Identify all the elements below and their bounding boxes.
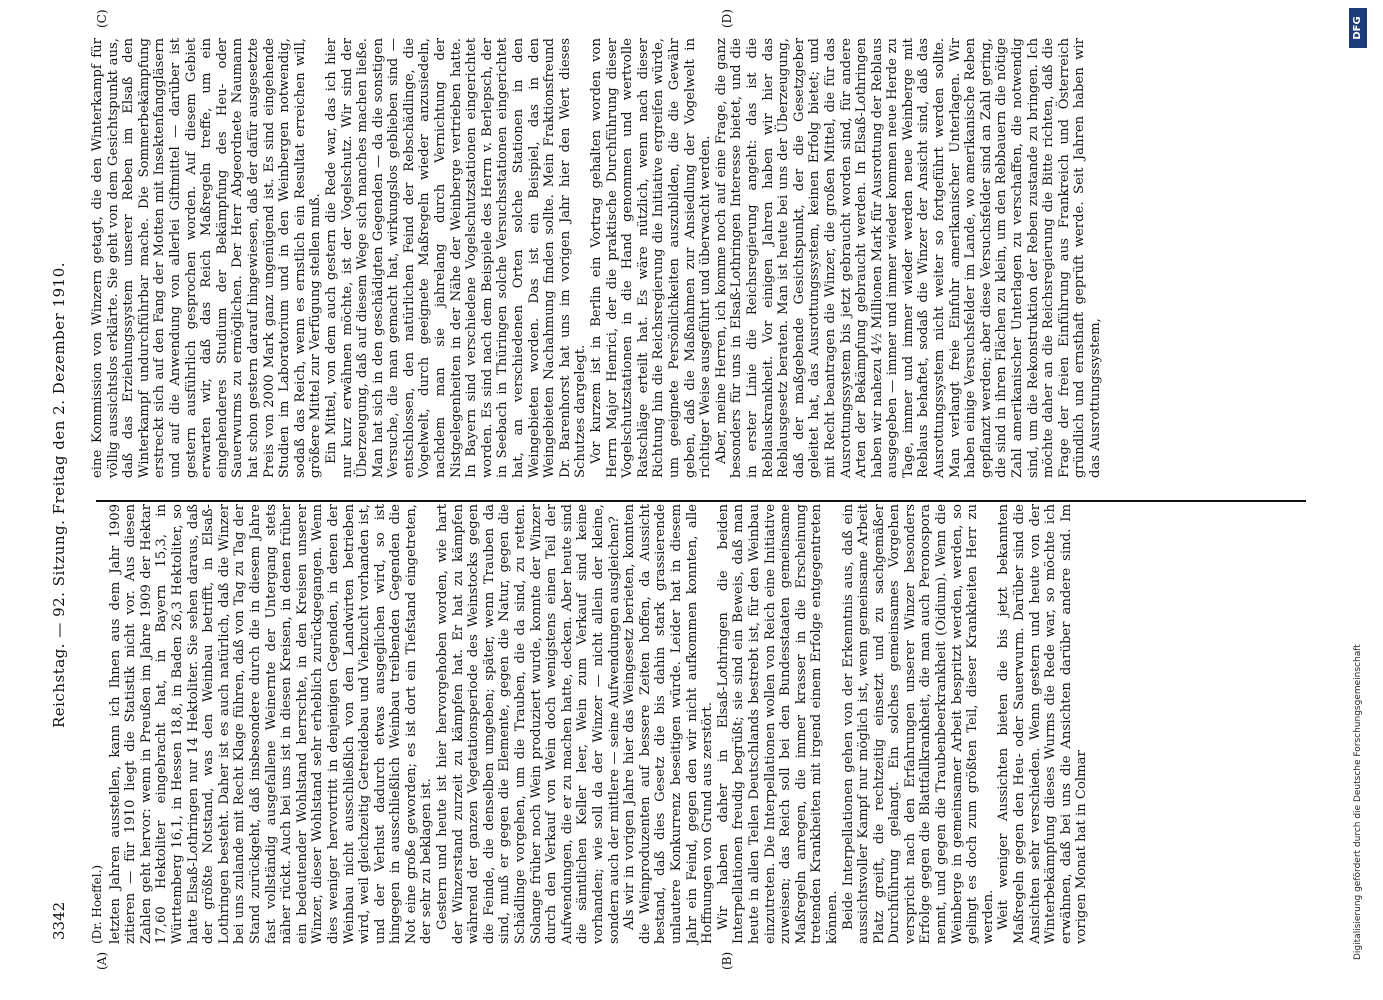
funding-credit: Digitalisierung gefördert durch die Deutsche Forschungsgemeinschaft: [1353, 644, 1363, 960]
paragraph: Weit weniger Aussichten bieten die bis jetzt bekannten Maßregeln gegen den Heu- oder Sauerwurm. Darüber sind die Ansichten sehr verschieden. Wenn gestern und heute von der Winterbekämpfung dieses Wurms die Rede war, so möchte ich erwähnen, daß bei uns die Ansichten darüber andere sind. Im vorigen Monat hat in Colmar: [996, 504, 1090, 944]
left-column: [90, 504, 1090, 944]
running-title: Reichstag. — 92. Sitzung. Freitag den 2. Dezember 1910.: [50, 261, 68, 729]
paragraph: Als wir in vorigen Jahre hier das Weingesetz berieten, konnten die Weinproduzenten auf bessere Zeiten hoffen, da Aussicht bestand, daß dies Gesetz die bis dahin stark grassierende unlautere Konkurrenz beseitigen würde. Leider hat in diesem Jahr ein Feind, gegen den wir nicht aufkommen konnten, alle Hoffnungen von Grund aus zerstört.: [622, 504, 716, 944]
paragraph: Wir haben daher in Elsaß-Lothringen die beiden Interpellationen freudig begrüßt; sie sind ein Beweis, daß man heute in allen Teilen Deutschlands bestrebt ist, für den Weinbau einzutreten. Die Interpellationen wollen von Reich eine Initiative zuweisen; das Reich soll bei den Bundesstaaten gemeinsame Maßregeln anregen, die immer krasser in die Erscheinung tretenden Krankheiten mit irgend einem Erfolge entgegentreten können.: [715, 504, 840, 944]
column-divider: [96, 500, 1306, 502]
page-header: [48, 30, 74, 960]
margin-marker-b: (B): [720, 951, 734, 970]
paragraph: letzten Jahren ausstellen, kann ich Ihnen aus dem Jahr 1909 zitieren — für 1910 liegt die Statistik nicht vor. Aus diesen Zahlen geht hervor: wenn in Preußen im Jahre 1909 der Hektar 17,60 Hektoliter eingebracht hat, in Bayern 15,3, in Württemberg 16,1, in Hessen 18,8, in Baden 26,3 Hektoliter, so hatte Elsaß-Lothringen nur 14 Hektoliter. Sie sehen daraus, daß der größte Notstand, was den Weinbau betrifft, in Elsaß-Lothringen besteht. Daher ist es auch natürlich, daß die Winzer bei uns zulande mit Recht Klage führen, daß von Tag zu Tag der Stand zurückgeht, daß insbesondere durch die in diesem Jahre fast vollständig ausgefallene Weinernte der Untergang stets näher rückt. Auch bei uns ist in diesen Kreisen, in denen früher ein bedeutender Wohlstand herrschte, in den Kreisen unserer Winzer, dieser Wohlstand sehr erheblich zurückgegangen. Wenn dies weniger hervortritt in denjenigen Gegenden, in denen der Weinbau nicht ausschließlich von den Landwirten betrieben wird, weil gleichzeitig Getreidebau und Viehzucht vorhanden ist, und der Verlust dadurch etwas ausgeglichen wird, so ist hingegen in ausschließlich Weinbau treibenden Gegenden die Not eine große geworden; es ist dort ein Tiefstand eingetreten, der sehr zu beklagen ist.: [107, 504, 435, 944]
dfg-logo: DFG: [1349, 8, 1367, 48]
page-number: 3342: [50, 901, 68, 940]
digitization-sidebar: [1345, 0, 1375, 1000]
paragraph: Beide Interpellationen gehen von der Erkenntnis aus, daß ein aussichtsvoller Kampf nur möglich ist, wenn gemeinsame Arbeit Platz greift, die rechtzeitig einsetzt und zu sachgemäßer Durchführung gelangt. Ein solches gemeinsames Vorgehen verspricht nach den Erfahrungen unserer Winzer besonders Erfolge gegen die Blattfallkrankheit, die man auch Peronospora nennt, und gegen die Traubenbeerkrankheit (Oidium). Wenn die Weinberge in gemeinsamer Arbeit bespritzt werden, werden, so gelingt es doch zum größten Teil, dieser Krankheiten Herr zu werden.: [840, 504, 996, 944]
margin-marker-a: (A): [95, 951, 109, 970]
right-column: [90, 38, 1104, 478]
margin-marker-d: (D): [720, 9, 734, 28]
paragraph: Gestern und heute ist hier hervorgehoben worden, wie hart der Winzerstand zurzeit zu kämpfen hat. Er hat zu kämpfen während der ganzen Vegetationsperiode des Weinstocks gegen die Feinde, die denselben umgeben; später, wenn Trauben da sind, muß er gegen die Elemente, gegen die Natur, gegen die Schädlinge vorgehen, um die Trauben, die da sind, zu retten. Solange früher noch Wein produziert wurde, konnte der Winzer durch den Verkauf von Wein doch wenigstens einen Teil der Aufwendungen, die er zu machen hatte, decken. Aber heute sind die sämtlichen Keller leer, Wein zum Verkauf sind keine vorhanden; wie soll da der Winzer — nicht allein der kleine, sondern auch der mittlere — seine Aufwendungen ausgleichen?: [435, 504, 622, 944]
paragraph: Aber, meine Herren, ich komme noch auf eine Frage, die ganz besonders für uns in Elsaß-Lothringen Interesse bietet, und die in erster Linie die Reichsregierung angeht: das ist die Reblauskrankheit. Vor einigen Jahren haben wir hier das Reblausgesetz beraten. Man ist heute bei uns der Überzeugung, daß der maßgebende Gesichtspunkt, der die Gesetzgeber geleitet hat, das Ausrottungssystem, keinen Erfolg bietet; und mit Recht beantragen die Winzer, die großen Mittel, die für das Ausrottungssystem bis jetzt gebraucht worden sind, für andere Arten der Bekämpfung gebraucht werden. In Elsaß-Lothringen haben wir nahezu 4½ Millionen Mark für Ausrottung der Reblaus ausgegeben — immer und immer wieder kommen neue Herde zu Tage, immer und immer wieder werden neue Weinberge mit Reblaus behaftet, sodaß die Winzer der Ansicht sind, daß das Ausrottungssystem nicht weiter so fortgeführt werden sollte. Man verlangt freie Einfuhr amerikanischer Unterlagen. Wir haben einige Versuchsfelder im Lande, wo amerikanische Reben gepflanzt werden; aber diese Versuchsfelder sind an Zahl gering, die sind in ihren Flächen zu klein, um den Rebbauern die nötige Zahl amerikanischer Unterlagen zu verschaffen, die notwendig sind, um die Rekonstruktion der Reben zustande zu bringen. Ich möchte daher an die Reichsregierung die Bitte richten, daß die Frage der freien Einführung aus Frankreich und Österreich gründlich und ernsthaft geprüft werde. Seit Jahren haben wir das Ausrottungssystem,: [713, 38, 1103, 478]
margin-marker-c: (C): [95, 9, 109, 28]
paragraph: Vor kurzem ist in Berlin ein Vortrag gehalten worden von Herrn Major Henrici, der die praktische Durchführung dieser Vogelschutzstationen in die Hand genommen und wertvolle Ratschläge erteilt hat. Es wäre nützlich, wenn nach dieser Richtung hin die Reichsregierung die Initiative ergreifen würde, um geeignete Persönlichkeiten auszubilden, die die Gewähr geben, daß die Maßnahmen zur Ansiedlung der Vogelwelt in richtiger Weise ausgeführt und überwacht werden.: [589, 38, 714, 478]
speaker-label: (Dr. Hoeffel.): [90, 864, 104, 944]
paragraph: Ein Mittel, von dem auch gestern die Rede war, das ich hier nur kurz erwähnen möchte, ist der Vogelschutz. Wir sind der Überzeugung, daß auf diesem Wege sich manches machen ließe. Man hat sich in den geschädigten Gegenden — da die sonstigen Versuche, die man gemacht hat, wirkungslos geblieben sind — entschlossen, den natürlichen Feind der Rebschädlinge, die Vogelwelt, durch geeignete Maßregeln wieder anzusiedeln, nachdem man sie jahrelang durch Vernichtung der Nistgelegenheiten in der Nähe der Weinberge vertrieben hatte. In Bayern sind verschiedene Vogelschutzstationen eingerichtet worden. Es sind nach dem Beispiele des Herrn v. Berlepsch, der in Seebach in Thüringen solche Versuchsstationen eingerichtet hat, an verschiedenen Orten solche Stationen in den Weingebieten worden. Das ist ein Beispiel, das in den Weingebieten Nachahmung finden sollte. Mein Fraktionsfreund Dr. Barenhorst hat uns im vorigen Jahr hier den Wert dieses Schutzes dargelegt.: [323, 38, 589, 478]
paragraph: eine Kommission von Winzern getagt, die den Winterkampf für völlig aussichtslos erklärte. Sie geht von dem Gesichtspunkt aus, daß das Erziehungssystem unserer Reben im Elsaß den Winterkampf undurchführbar mache. Die Sommerbekämpfung erstreckt sich auf den Fang der Motten mit Insektenfanggläsern und auf die Anwendung von allerlei Giftmittel — darüber ist gestern ausführlich gesprochen worden. Auf diesem Gebiet erwarten wir, daß das Reich Maßregeln treffe, um ein eingehenderes Studium der Bekämpfung des Heu- oder Sauerwurms zu ermöglichen. Der Herr Abgeordnete Naumann hat schon gestern darauf hingewiesen, daß der dafür ausgesetzte Preis von 2000 Mark ganz ungenügend ist. Es sind eingehende Studien im Laboratorium und in den Weinbergen notwendig, sodaß das Reich, wenn es ernstlich ein Resultat erreichen will, größere Mittel zur Verfügung stellen muß.: [90, 38, 324, 478]
